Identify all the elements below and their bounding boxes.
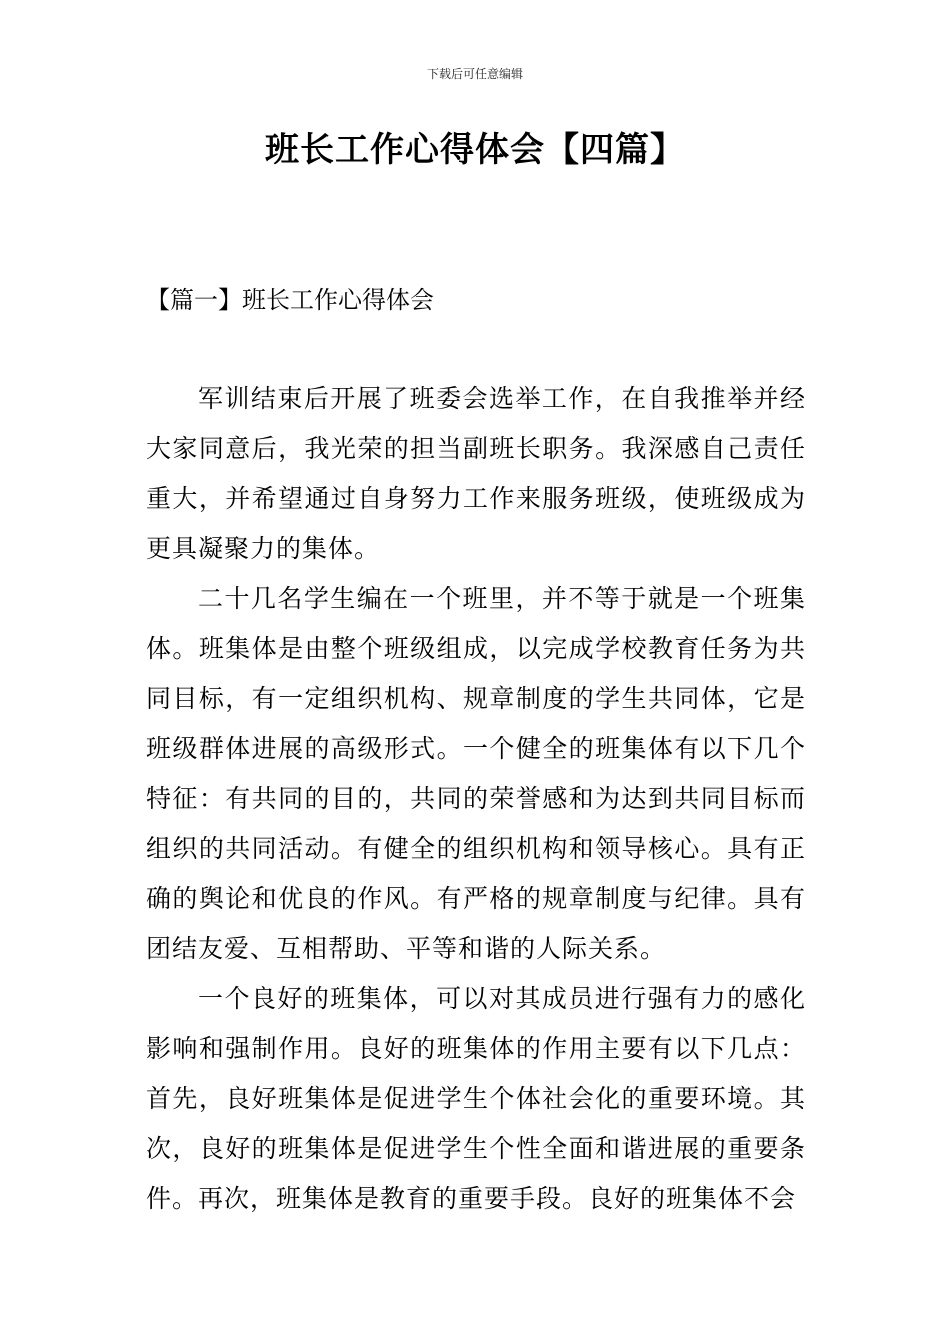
header-note: 下载后可任意编辑 [426,67,523,81]
paragraph: 军训结束后开展了班委会选举工作，在自我推举并经大家同意后，我光荣的担当副班长职务。我深感自己责任重大，并希望通过自身努力工作来服务班级，使班级成为更具凝聚力的集体。 [146,384,806,563]
paragraph: 二十几名学生编在一个班里，并不等于就是一个班集体。班集体是由整个班级组成，以完成学校教育任务为共同目标，有一定组织机构、规章制度的学生共同体，它是班级群体进展的高级形式。一个健全的班集体有以下几个特征：有共同的目的，共同的荣誉感和为达到共同目标而组织的共同活动。有健全的组织机构和领导核心。具有正确的舆论和优良的作风。有严格的规章制度与纪律。具有团结友爱、互相帮助、平等和谐的人际关系。 [146,584,806,963]
section-heading: 【篇一】班长工作心得体会 [146,286,434,314]
document-title: 班长工作心得体会【四篇】 [265,130,685,170]
paragraph: 一个良好的班集体，可以对其成员进行强有力的感化影响和强制作用。良好的班集体的作用主要有以下几点：首先，良好班集体是促进学生个体社会化的重要环境。其次，良好的班集体是促进学生个性全面和谐进展的重要条件。再次，班集体是教育的重要手段。良好的班集体不会 [146,984,806,1213]
body-text [146,374,806,1224]
